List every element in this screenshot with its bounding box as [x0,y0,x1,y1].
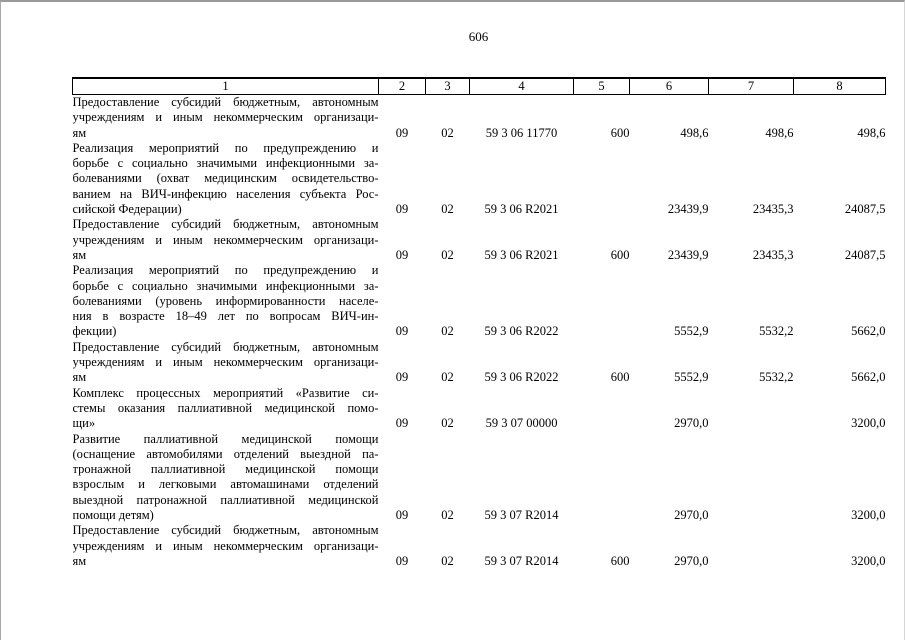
row-title-line: Реализация мероприятий по предупреждению и [72,140,379,155]
cell-col3: 02 [441,324,454,339]
cell-col7: 23435,3 [752,202,794,217]
table-row [73,263,886,339]
cell-col5 [574,432,630,524]
table-row [73,340,886,386]
row-title-line: ния в возрасте 18–49 лет по вопросам ВИЧ-ин- [72,309,379,324]
row-title-line: Реализация мероприятий по предупреждению и [72,263,379,278]
row-title-cell [73,95,379,141]
row-title-line: Предоставление субсидий бюджетным, автономным [72,95,379,109]
cell-col3: 02 [441,508,454,523]
row-title-line: борьбе с социально значимыми инфекционными за- [72,156,379,171]
row-title-line: учреждениям и иным некоммерческим организаци- [72,538,379,553]
cell-col6: 2970,0 [674,553,709,568]
cell-col8: 5662,0 [851,324,886,339]
cell-col2: 09 [395,508,409,523]
cell-col6: 5552,9 [674,370,709,385]
cell-col4: 59 3 06 R2022 [484,370,559,385]
table-row [73,386,886,432]
row-title-line: стемы оказания паллиативной медицинской помо- [72,400,379,415]
cell-col2: 09 [395,247,409,262]
row-title-line: тронажной паллиативной медицинской помощи [72,462,379,477]
column-header-7: 7 [709,78,794,95]
cell-col2: 09 [395,416,409,431]
row-title-line: помощи детям) [72,508,154,523]
cell-col5: 600 [610,125,630,140]
cell-col6: 23439,9 [667,247,709,262]
row-title-cell [73,263,379,339]
column-header-4: 4 [470,78,574,95]
column-header-3: 3 [426,78,470,95]
cell-col6: 498,6 [680,125,709,140]
cell-col5: 600 [610,370,630,385]
budget-table [72,77,886,569]
cell-col4: 59 3 07 R2014 [484,508,559,523]
table-row [73,432,886,524]
row-title-line: учреждениям и иным некоммерческим организаци- [72,110,379,125]
cell-col5 [574,263,630,339]
cell-col8: 5662,0 [851,370,886,385]
cell-col2: 09 [395,324,409,339]
cell-col4: 59 3 06 R2021 [484,247,559,262]
row-title-line: Развитие паллиативной медицинской помощи [72,431,379,446]
row-title-line: сийской Федерации) [72,202,182,217]
table-header-row [73,78,886,95]
cell-col8: 498,6 [857,125,886,140]
row-title-cell [73,217,379,263]
row-title-line: болеваниями (уровень информированности населе- [72,293,379,308]
row-title-cell [73,340,379,386]
page-number: 606 [468,29,489,44]
row-title-cell [73,386,379,432]
row-title-cell [73,141,379,217]
cell-col5: 600 [610,247,630,262]
cell-col4: 59 3 06 11770 [485,125,558,140]
cell-col6: 5552,9 [674,324,709,339]
cell-col3: 02 [441,553,454,568]
cell-col7: 5532,2 [759,370,794,385]
cell-col2: 09 [395,370,409,385]
row-title-line: выездной патронажной паллиативной медицинской [72,492,379,507]
table-row [73,523,886,569]
row-title-cell [73,432,379,524]
row-title-line: болеваниями (охват медицинским освидетельство- [72,171,379,186]
cell-col4: 59 3 07 00000 [485,416,558,431]
cell-col7: 498,6 [765,125,794,140]
cell-col4: 59 3 07 R2014 [484,553,559,568]
row-title-line: учреждениям и иным некоммерческим организаци- [72,232,379,247]
cell-col8: 3200,0 [851,508,886,523]
row-title-line: ям [72,553,87,568]
row-title-line: щи» [72,416,96,431]
cell-col8: 3200,0 [851,553,886,568]
row-title-line: ванием на ВИЧ-инфекцию населения субъекта Рос- [72,186,379,201]
cell-col7: 23435,3 [752,247,794,262]
table-row [73,141,886,217]
cell-col6: 23439,9 [667,202,709,217]
cell-col8: 3200,0 [851,416,886,431]
row-title-line: Комплекс процессных мероприятий «Развитие си- [72,385,379,400]
cell-col6: 2970,0 [674,416,709,431]
cell-col3: 02 [441,125,454,140]
cell-col7 [709,523,794,569]
cell-col3: 02 [441,416,454,431]
row-title-line: Предоставление субсидий бюджетным, автономным [72,523,379,538]
row-title-line: ям [72,247,87,262]
table-row [73,95,886,141]
cell-col2: 09 [395,202,409,217]
cell-col5 [574,386,630,432]
row-title-cell [73,523,379,569]
column-header-2: 2 [379,78,426,95]
cell-col7 [709,386,794,432]
cell-col8: 24087,5 [844,202,886,217]
row-title-line: (оснащение автомобилями отделений выездной па- [72,446,379,461]
row-title-line: взрослым и легковыми автомашинами отделений [72,477,379,492]
row-title-line: учреждениям и иным некоммерческим организаци- [72,355,379,370]
cell-col5: 600 [610,553,630,568]
column-header-5: 5 [574,78,630,95]
column-header-8: 8 [794,78,886,95]
cell-col4: 59 3 06 R2022 [484,324,559,339]
row-title-line: ям [72,370,87,385]
row-title-line: Предоставление субсидий бюджетным, автономным [72,339,379,354]
cell-col4: 59 3 06 R2021 [484,202,559,217]
cell-col3: 02 [441,247,454,262]
column-header-6: 6 [630,78,709,95]
cell-col6: 2970,0 [674,508,709,523]
cell-col3: 02 [441,370,454,385]
row-title-line: борьбе с социально значимыми инфекционными за- [72,278,379,293]
cell-col5 [574,141,630,217]
row-title-line: Предоставление субсидий бюджетным, автономным [72,217,379,232]
table-row [73,217,886,263]
cell-col7 [709,432,794,524]
cell-col2: 09 [395,553,409,568]
row-title-line: фекции) [72,324,117,339]
cell-col7: 5532,2 [759,324,794,339]
column-header-1: 1 [73,78,379,95]
row-title-line: ям [72,125,87,140]
cell-col3: 02 [441,202,454,217]
cell-col8: 24087,5 [844,247,886,262]
cell-col2: 09 [395,125,409,140]
